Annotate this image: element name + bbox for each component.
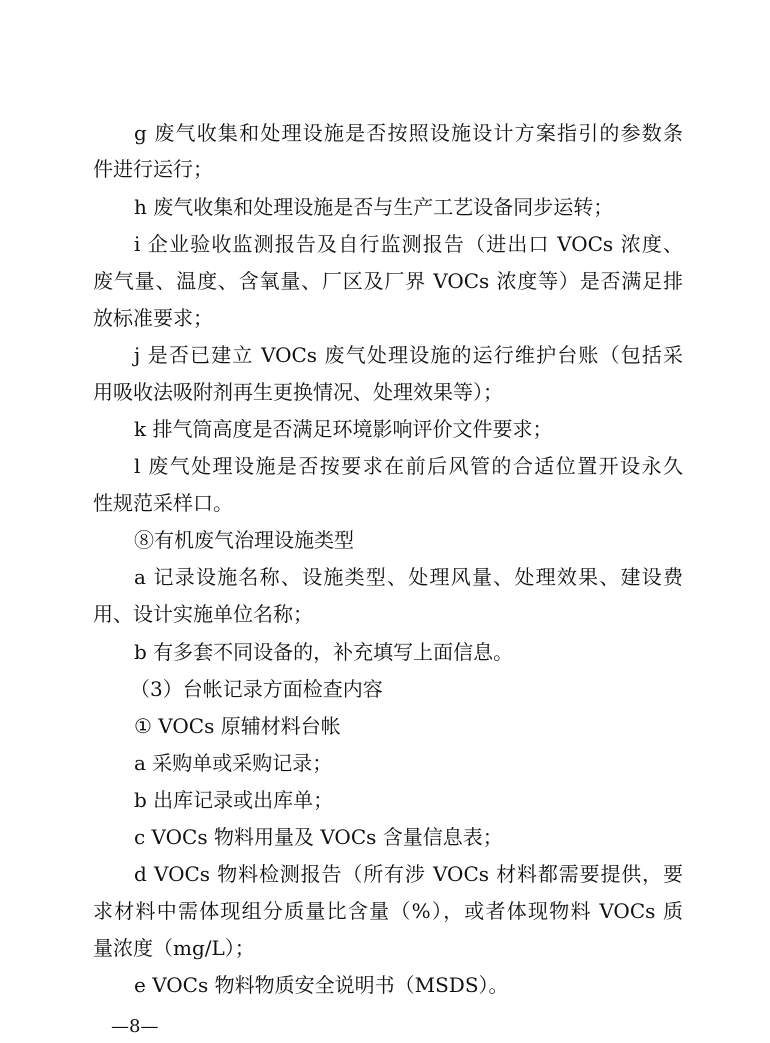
paragraph-line: 废气量、温度、含氧量、厂区及厂界 VOCs 浓度等）是否满足排	[93, 269, 683, 293]
paragraph-line: 求材料中需体现组分质量比含量（%），或者体现物料 VOCs 质	[93, 899, 683, 923]
paragraph-line: l 废气处理设施是否按要求在前后风管的合适位置开设永久	[134, 454, 683, 478]
paragraph-line: 用、设计实施单位名称；	[93, 602, 313, 626]
paragraph-line: a 记录设施名称、设施类型、处理风量、处理效果、建设费	[134, 565, 683, 589]
section-heading: （3）台帐记录方面检查内容	[130, 677, 383, 701]
paragraph-line: b 有多套不同设备的，补充填写上面信息。	[134, 640, 514, 664]
paragraph-line: 件进行运行；	[93, 157, 213, 181]
paragraph-line: 用吸收法吸附剂再生更换情况、处理效果等）；	[93, 380, 503, 404]
paragraph-line: 性规范采样口。	[93, 491, 233, 515]
section-heading: ① VOCs 原辅材料台帐	[134, 714, 341, 738]
paragraph-line: i 企业验收监测报告及自行监测报告（进出口 VOCs 浓度、	[134, 232, 683, 256]
paragraph-line: b 出库记录或出库单；	[134, 788, 334, 812]
paragraph-line: c VOCs 物料用量及 VOCs 含量信息表；	[134, 825, 503, 849]
page-number: —8—	[111, 1016, 159, 1037]
paragraph-line: j 是否已建立 VOCs 废气处理设施的运行维护台账（包括采	[134, 343, 683, 367]
paragraph-line: e VOCs 物料物质安全说明书（MSDS）。	[134, 973, 509, 997]
paragraph-line: g 废气收集和处理设施是否按照设施设计方案指引的参数条	[134, 121, 683, 145]
paragraph-line: 量浓度（mg/L）；	[93, 936, 255, 960]
paragraph-line: d VOCs 物料检测报告（所有涉 VOCs 材料都需要提供，要	[134, 862, 683, 886]
paragraph-line: a 采购单或采购记录；	[134, 751, 333, 775]
paragraph-line: h 废气收集和处理设施是否与生产工艺设备同步运转；	[134, 195, 614, 219]
paragraph-line: 放标准要求；	[93, 306, 213, 330]
paragraph-line: k 排气筒高度是否满足环境影响评价文件要求；	[134, 417, 553, 441]
section-heading: ⑧有机废气治理设施类型	[134, 528, 354, 552]
